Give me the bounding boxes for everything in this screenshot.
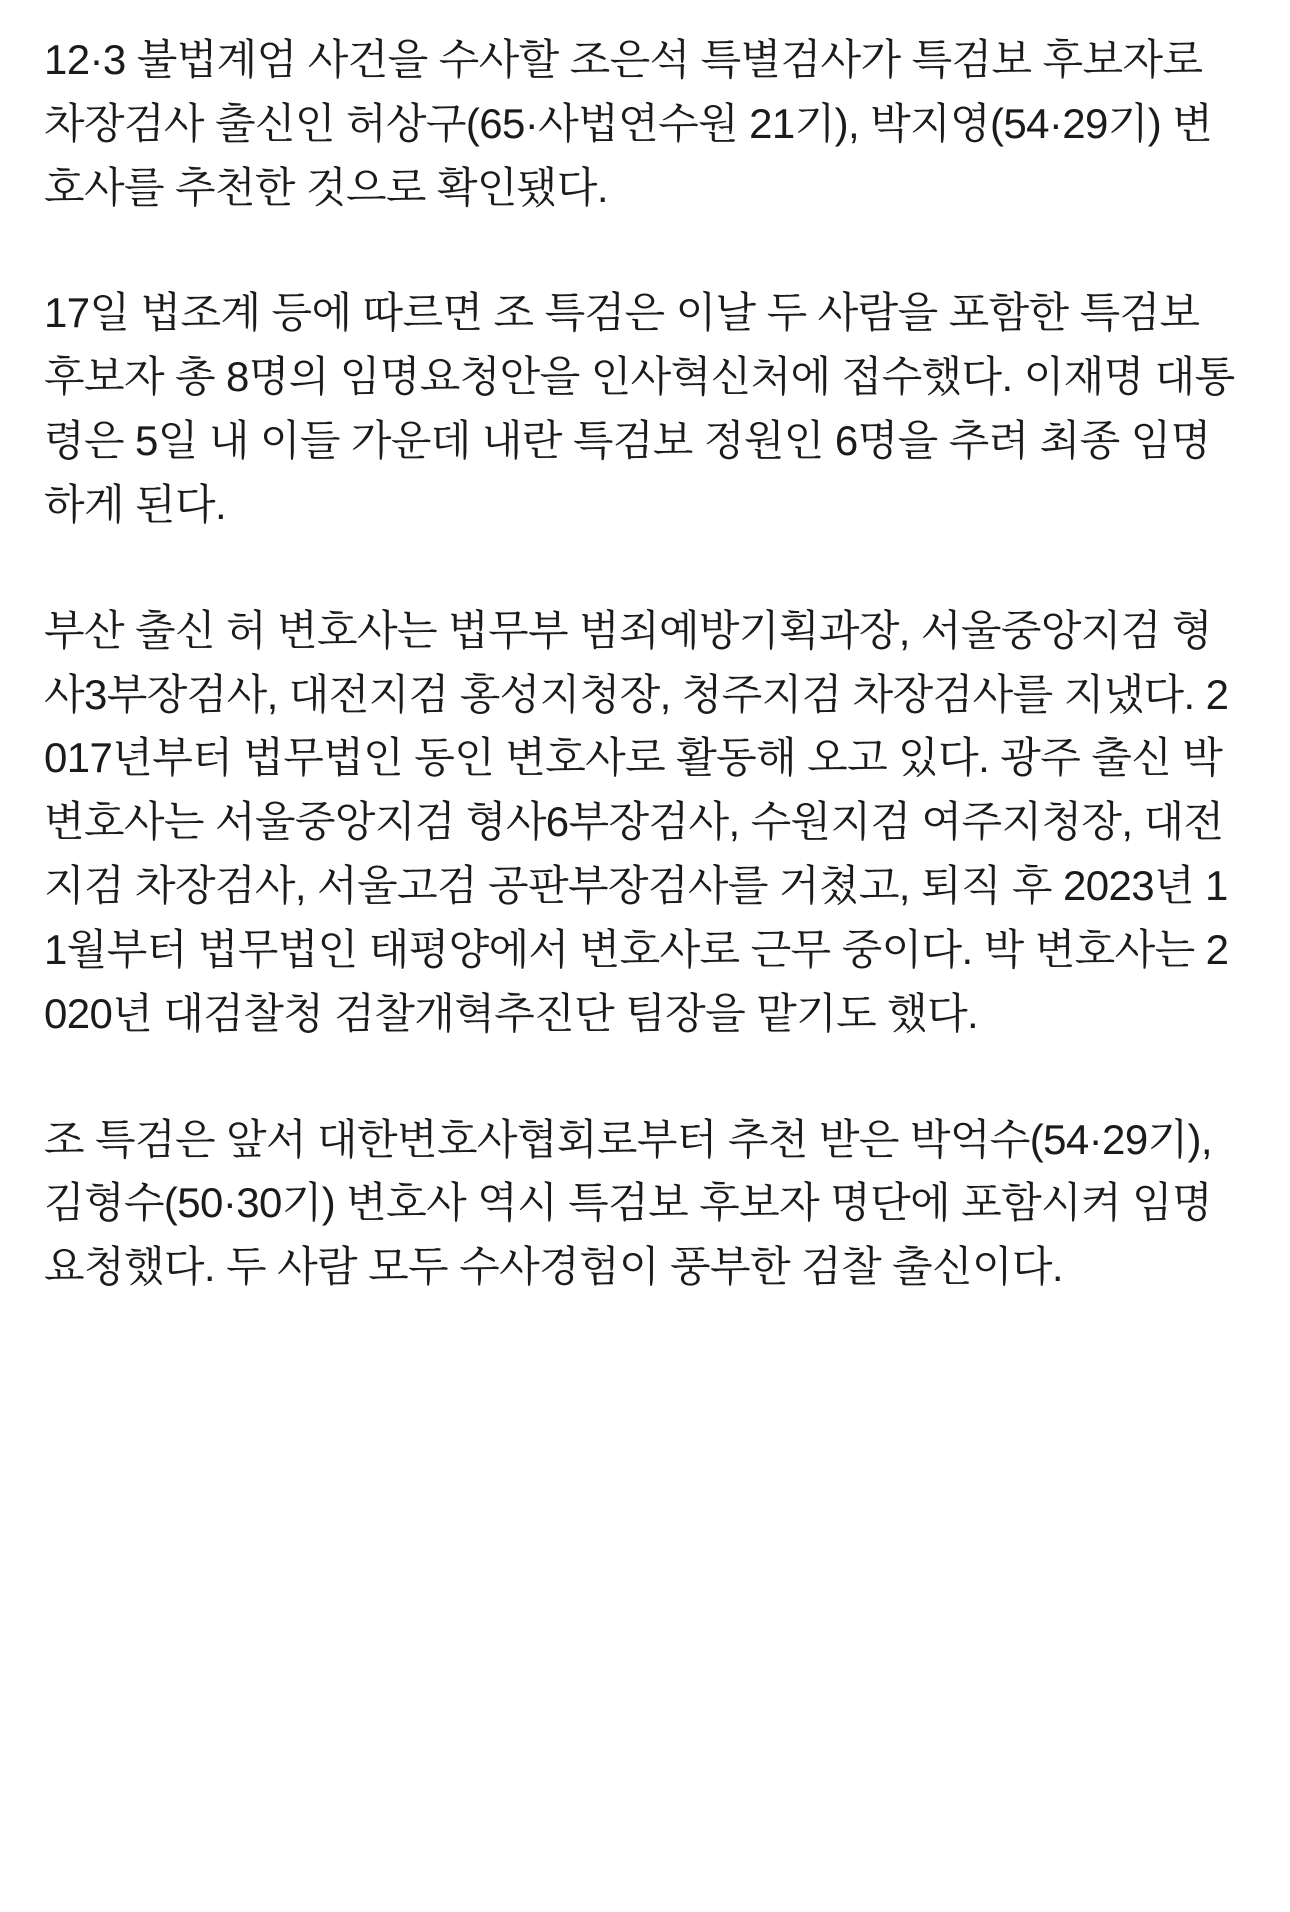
- article-paragraph: 부산 출신 허 변호사는 법무부 범죄예방기획과장, 서울중앙지검 형사3부장검사, 대전지검 홍성지청장, 청주지검 차장검사를 지냈다. 2017년부터 법무법인 동인 변호사로 활동해 오고 있다. 광주 출신 박 변호사는 서울중앙지검 형사6부장검사, 수원지검 여주지청장, 대전지검 차장검사, 서울고검 공판부장검사를 거쳤고, 퇴직 후 2023년 11월부터 법무법인 태평양에서 변호사로 근무 중이다. 박 변호사는 2020년 대검찰청 검찰개혁추진단 팀장을 맡기도 했다.: [44, 606, 1229, 1037]
- article-paragraph: 12·3 불법계엄 사건을 수사할 조은석 특별검사가 특검보 후보자로 차장검사 출신인 허상구(65·사법연수원 21기), 박지영(54·29기) 변호사를 추천한 것으로 확인됐다.: [44, 36, 1213, 211]
- article-paragraph: 조 특검은 앞서 대한변호사협회로부터 추천 받은 박억수(54·29기), 김형수(50·30기) 변호사 역시 특검보 후보자 명단에 포함시켜 임명 요청했다. 두 사람 모두 수사경험이 풍부한 검찰 출신이다.: [44, 1115, 1213, 1291]
- article-paragraph: 17일 법조계 등에 따르면 조 특검은 이날 두 사람을 포함한 특검보 후보자 총 8명의 임명요청안을 인사혁신처에 접수했다. 이재명 대통령은 5일 내 이들 가운데 내란 특검보 정원인 6명을 추려 최종 임명하게 된다.: [44, 289, 1235, 528]
